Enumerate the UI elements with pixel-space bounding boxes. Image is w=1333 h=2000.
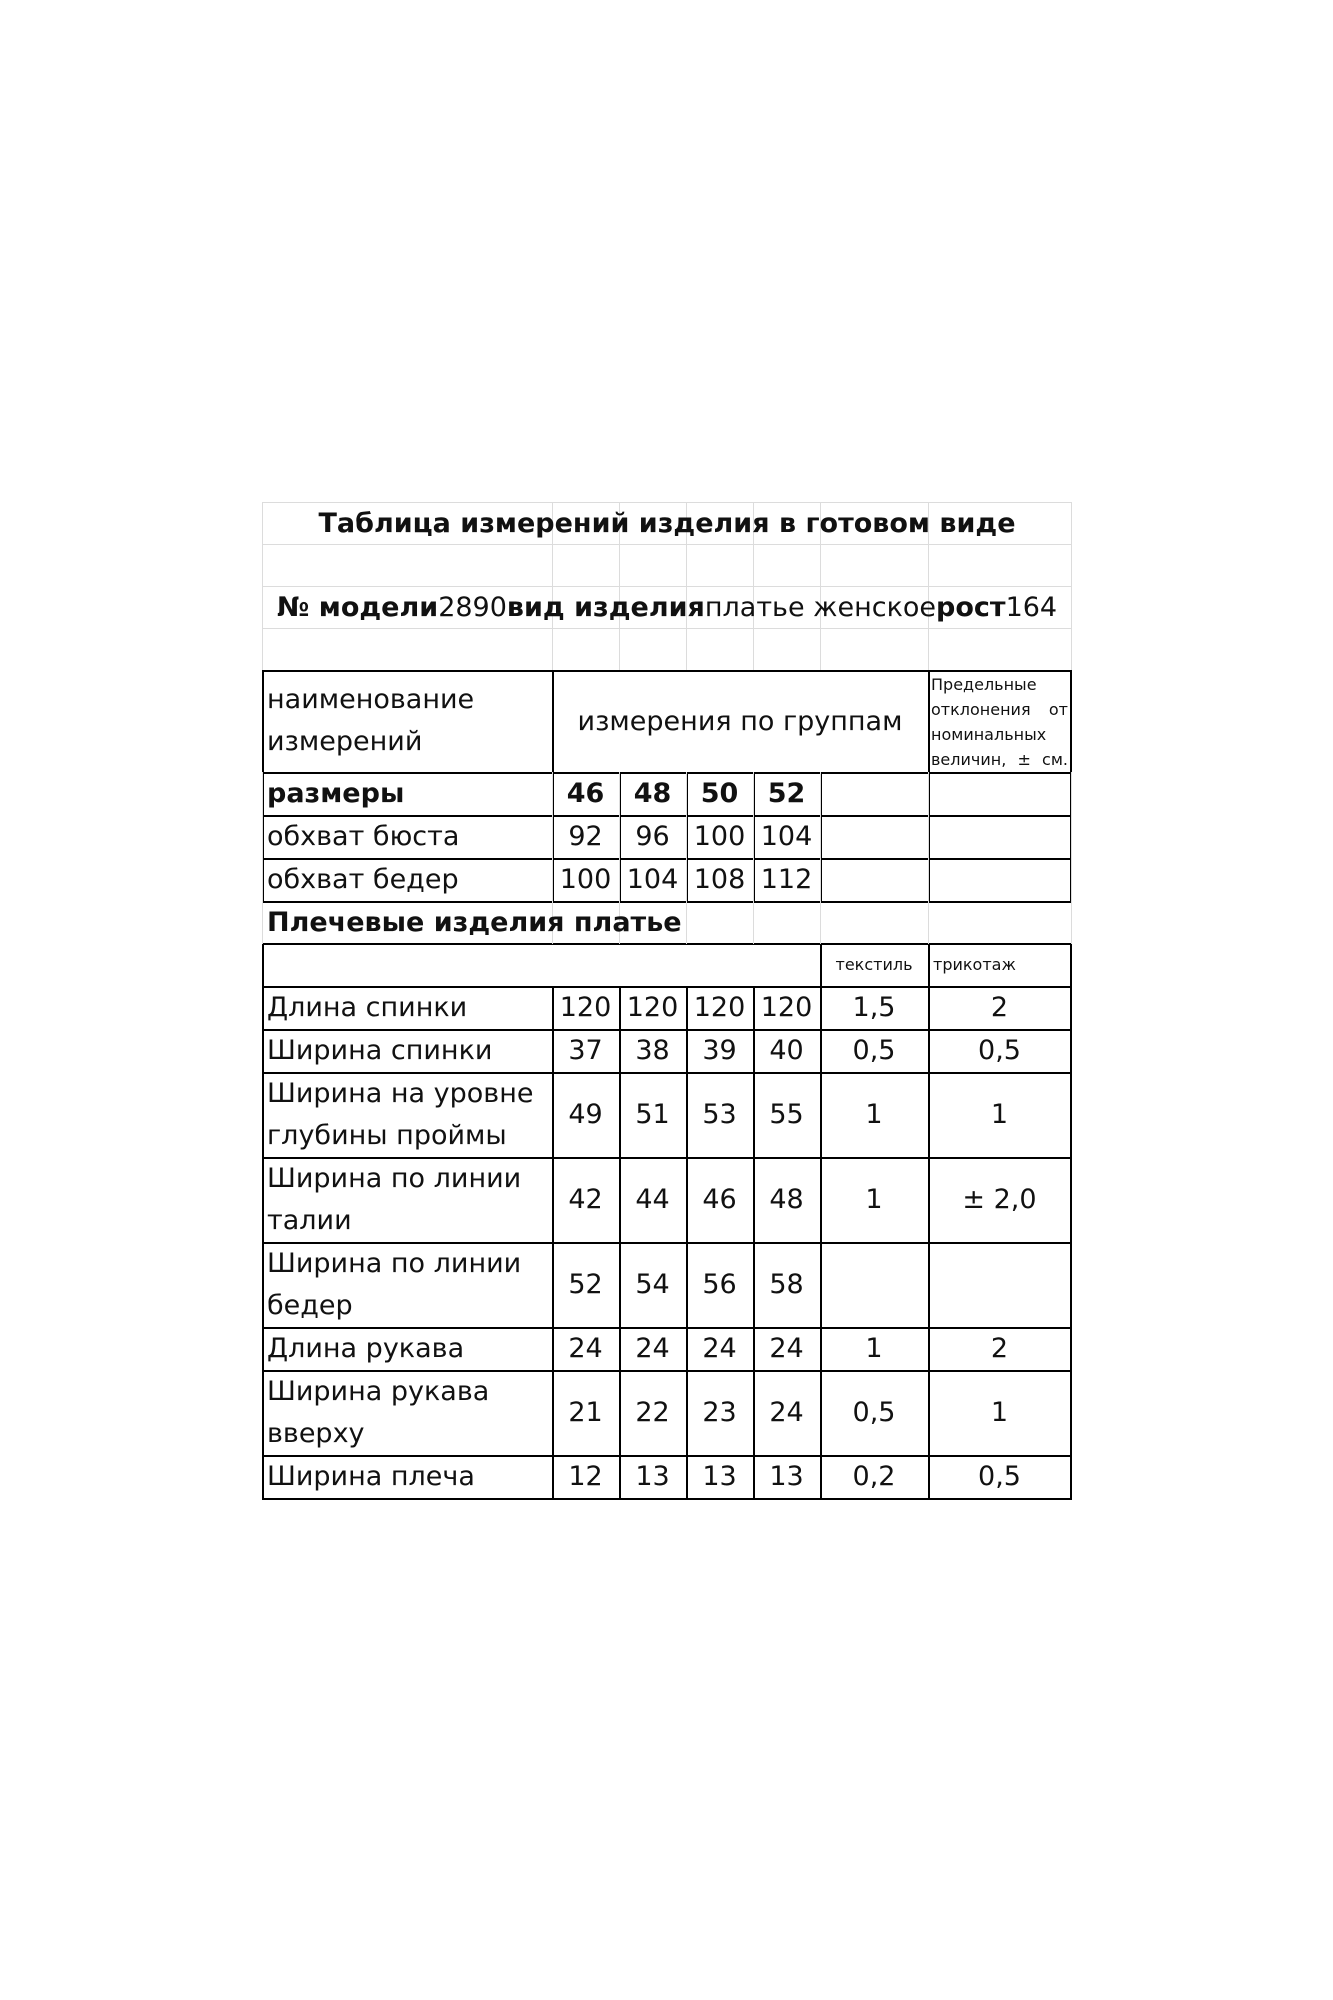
height-value: 164 <box>1005 591 1058 623</box>
measurement-name: Ширина спинки <box>267 1034 493 1066</box>
product-type-label: вид изделия <box>506 591 705 623</box>
sheet-gridline <box>262 628 1071 629</box>
sheet-gridline <box>1071 772 1072 944</box>
measurement-value: 44 <box>635 1184 670 1215</box>
tolerance-textile: 0,2 <box>852 1461 896 1492</box>
measurement-value: 12 <box>568 1461 603 1492</box>
body-measure-value: 112 <box>760 864 813 895</box>
measurement-value: 24 <box>635 1333 670 1364</box>
measurement-value: 55 <box>769 1099 804 1130</box>
measurement-value: 37 <box>568 1035 603 1066</box>
measurement-value: 24 <box>769 1397 804 1428</box>
measurement-value: 120 <box>626 992 679 1023</box>
measurement-value: 120 <box>693 992 746 1023</box>
measurement-name: Ширина на уровне глубины проймы <box>267 1077 534 1151</box>
section-title: Плечевые изделия платье <box>267 906 682 938</box>
tolerance-textile <box>820 1242 928 1327</box>
measurement-value: 24 <box>769 1333 804 1364</box>
model-number-value: 2890 <box>438 591 507 623</box>
measurement-value: 24 <box>568 1333 603 1364</box>
body-measure-name: обхват бюста <box>267 820 460 852</box>
tolerance-knit <box>928 1242 1071 1327</box>
measurement-value: 22 <box>635 1397 670 1428</box>
tolerance-knit: 1 <box>990 1397 1009 1428</box>
measurement-value: 23 <box>702 1397 737 1428</box>
tolerance-knit: 2 <box>990 1333 1009 1364</box>
tolerance-knit: 0,5 <box>978 1035 1021 1066</box>
body-measure-value: 92 <box>568 821 603 852</box>
tolerance-textile: 1 <box>865 1333 883 1364</box>
size-52: 52 <box>767 778 806 809</box>
header-measurement-groups: измерения по группам <box>577 705 903 737</box>
tolerance-textile: 1,5 <box>852 992 896 1023</box>
table-border <box>262 1498 1072 1500</box>
measurement-value: 21 <box>568 1397 603 1428</box>
measurement-name: Ширина по линии бедер <box>267 1247 522 1321</box>
body-measure-value: 100 <box>559 864 612 895</box>
measurement-name: Длина рукава <box>267 1332 465 1364</box>
sheet-gridline <box>928 772 929 944</box>
tolerance-knit: 1 <box>990 1099 1009 1130</box>
measurement-value: 58 <box>769 1269 804 1300</box>
measurement-name: Ширина рукава вверху <box>267 1375 490 1449</box>
measurement-value: 54 <box>635 1269 670 1300</box>
tolerance-textile: 0,5 <box>852 1397 896 1428</box>
body-measure-value: 108 <box>693 864 746 895</box>
tolerance-textile: 1 <box>865 1099 883 1130</box>
size-50: 50 <box>700 778 739 809</box>
tolerance-header-textile: текстиль <box>835 955 913 974</box>
measurement-value: 40 <box>769 1035 804 1066</box>
measurement-value: 39 <box>702 1035 737 1066</box>
measurement-value: 13 <box>635 1461 670 1492</box>
measurement-name: Ширина по линии талии <box>267 1162 522 1236</box>
height-label: рост <box>936 591 1006 623</box>
table-title: Таблица измерений изделия в готовом виде <box>318 507 1016 539</box>
model-info-line <box>262 586 1072 628</box>
tolerance-header-knit: трикотаж <box>933 955 1016 974</box>
body-measure-value: 104 <box>760 821 813 852</box>
tolerance-knit: ± 2,0 <box>962 1184 1037 1215</box>
measurement-value: 51 <box>635 1099 670 1130</box>
product-type-value: платье женское <box>704 591 937 623</box>
sheet-gridline <box>262 544 1071 545</box>
measurement-value: 46 <box>702 1184 737 1215</box>
body-measure-value: 100 <box>693 821 746 852</box>
measurement-value: 24 <box>702 1333 737 1364</box>
measurement-value: 38 <box>635 1035 670 1066</box>
tolerance-textile: 0,5 <box>852 1035 896 1066</box>
size-46: 46 <box>566 778 605 809</box>
size-48: 48 <box>633 778 672 809</box>
tolerance-knit: 2 <box>990 992 1009 1023</box>
measurement-value: 53 <box>702 1099 737 1130</box>
model-number-label: № модели <box>276 591 439 623</box>
sheet-gridline <box>820 772 821 944</box>
measurement-name: Длина спинки <box>267 991 468 1023</box>
body-measure-value: 104 <box>626 864 679 895</box>
measurement-value: 49 <box>568 1099 603 1130</box>
header-deviation-note: Предельные отклонения от номинальных величин, ± см. <box>931 675 1068 769</box>
measurement-value: 120 <box>559 992 612 1023</box>
measurement-value: 120 <box>760 992 813 1023</box>
measurement-value: 13 <box>769 1461 804 1492</box>
measurement-value: 13 <box>702 1461 737 1492</box>
body-measure-value: 96 <box>635 821 670 852</box>
header-measurement-name: наименование измерений <box>267 684 475 757</box>
measurement-name: Ширина плеча <box>267 1460 475 1492</box>
measurement-value: 56 <box>702 1269 737 1300</box>
measurement-value: 42 <box>568 1184 603 1215</box>
sizes-label: размеры <box>267 778 405 809</box>
measurement-value: 52 <box>568 1269 603 1300</box>
body-measure-name: обхват бедер <box>267 863 459 895</box>
measurement-sheet <box>262 502 1072 1500</box>
measurement-value: 48 <box>769 1184 804 1215</box>
tolerance-knit: 0,5 <box>978 1461 1021 1492</box>
tolerance-textile: 1 <box>865 1184 883 1215</box>
